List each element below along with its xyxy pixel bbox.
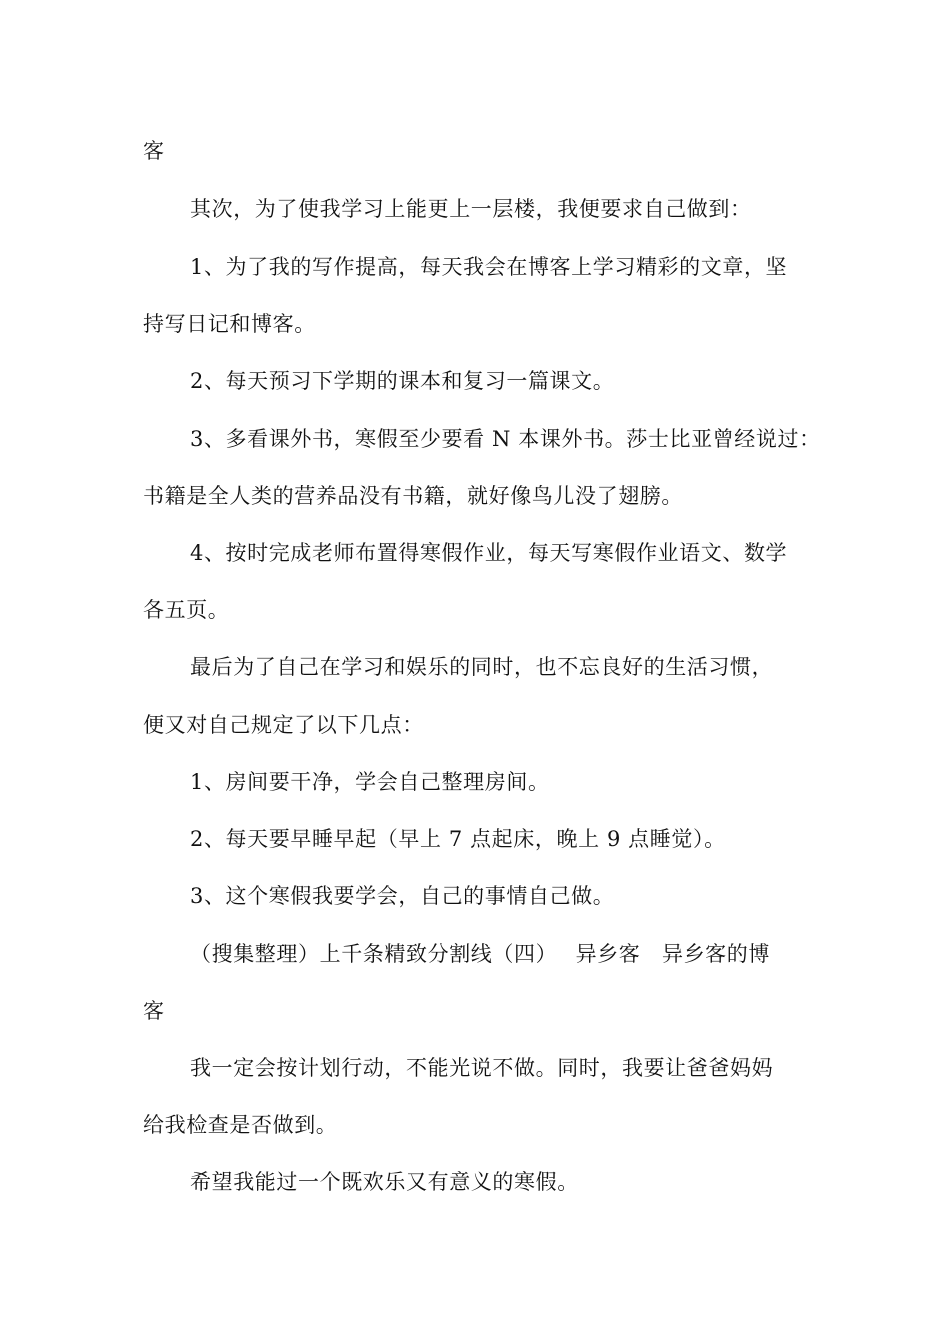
text-line: 客 <box>143 999 165 1023</box>
text-line: 各五页。 <box>143 598 230 622</box>
text-line: 便又对自己规定了以下几点： <box>143 713 424 737</box>
text-line: 3、多看课外书，寒假至少要看 N 本课外书。莎士比亚曾经说过： <box>190 427 821 451</box>
text-line: 持写日记和博客。 <box>143 312 316 336</box>
text-line: 书籍是全人类的营养品没有书籍，就好像鸟儿没了翅膀。 <box>143 484 683 508</box>
text-line: 其次，为了使我学习上能更上一层楼，我便要求自己做到： <box>190 197 752 221</box>
text-line: 希望我能过一个既欢乐又有意义的寒假。 <box>190 1170 579 1194</box>
text-line: 客 <box>143 139 165 163</box>
text-line: 2、每天要早睡早起（早上 7 点起床，晚上 9 点睡觉）。 <box>190 827 726 851</box>
text-line: 我一定会按计划行动，不能光说不做。同时，我要让爸爸妈妈 <box>190 1056 774 1080</box>
text-line: （搜集整理）上千条精致分割线（四） 异乡客 异乡客的博 <box>190 942 770 966</box>
text-line: 1、房间要干净，学会自己整理房间。 <box>190 770 550 794</box>
text-line: 1、为了我的写作提高，每天我会在博客上学习精彩的文章，坚 <box>190 255 788 279</box>
text-line: 3、这个寒假我要学会，自己的事情自己做。 <box>190 884 615 908</box>
text-line: 给我检查是否做到。 <box>143 1113 338 1137</box>
text-line: 4、按时完成老师布置得寒假作业，每天写寒假作业语文、数学 <box>190 541 788 565</box>
text-line: 最后为了自己在学习和娱乐的同时，也不忘良好的生活习惯， <box>190 655 774 679</box>
text-line: 2、每天预习下学期的课本和复习一篇课文。 <box>190 369 615 393</box>
